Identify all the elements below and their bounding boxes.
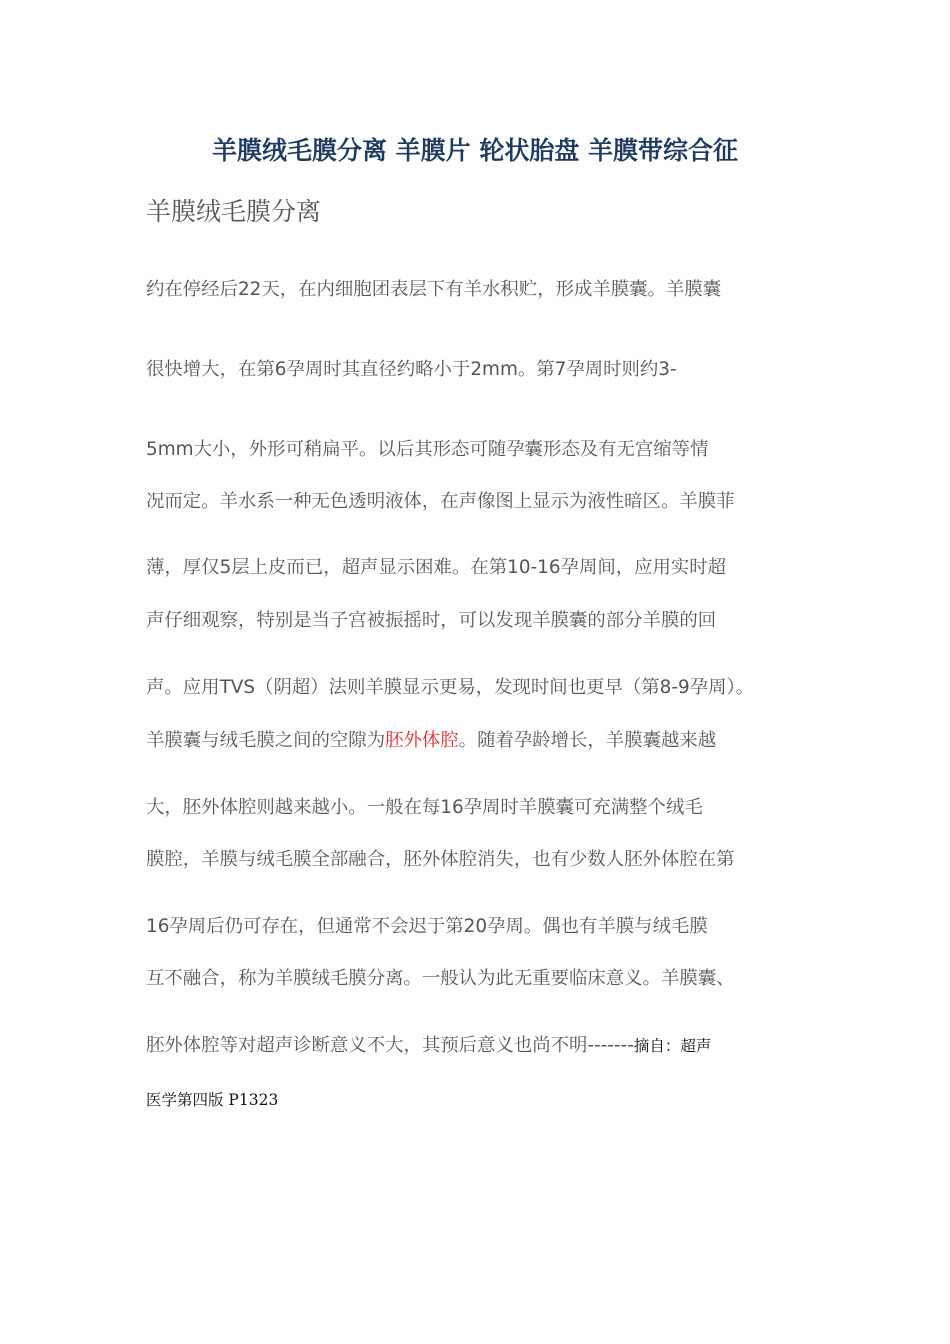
line-text: 胚外体腔等对超声诊断意义不大，其预后意义也尚不明------- xyxy=(146,1035,634,1056)
line-text: 。随着孕龄增长，羊膜囊越来越 xyxy=(458,730,717,751)
highlighted-term: 胚外体腔 xyxy=(385,730,459,751)
paragraph-line: 膜腔，羊膜与绒毛膜全部融合，胚外体腔消失，也有少数人胚外体腔在第 xyxy=(146,849,735,870)
paragraph-line: 很快增大，在第6孕周时其直径约略小于2mm。第7孕周时则约3- xyxy=(146,359,677,380)
source-citation: 摘自：超声 xyxy=(633,1037,712,1055)
paragraph-line: 声。应用TVS（阴超）法则羊膜显示更易，发现时间也更早（第8-9孕周）。 xyxy=(146,677,755,698)
paragraph-line: 薄，厚仅5层上皮而已，超声显示困难。在第10-16孕周间，应用实时超 xyxy=(146,557,727,578)
paragraph-line: 大，胚外体腔则越来越小。一般在每16孕周时羊膜囊可充满整个绒毛 xyxy=(146,797,703,818)
paragraph-line: 约在停经后22天，在内细胞团表层下有羊水积贮，形成羊膜囊。羊膜囊 xyxy=(146,279,722,300)
section-heading: 羊膜绒毛膜分离 xyxy=(146,197,322,226)
paragraph-line: 况而定。羊水系一种无色透明液体，在声像图上显示为液性暗区。羊膜菲 xyxy=(146,491,735,512)
paragraph-line: 16孕周后仍可存在，但通常不会迟于第20孕周。偶也有羊膜与绒毛膜 xyxy=(146,916,708,937)
document-title: 羊膜绒毛膜分离 羊膜片 轮状胎盘 羊膜带综合征 xyxy=(211,136,739,165)
paragraph-line: 声仔细观察，特别是当子宫被振摇时，可以发现羊膜囊的部分羊膜的回 xyxy=(146,610,717,631)
paragraph-line-with-term xyxy=(146,728,810,754)
source-citation-cont: 医学第四版 P1323 xyxy=(146,1091,279,1109)
paragraph-line: 互不融合，称为羊膜绒毛膜分离。一般认为此无重要临床意义。羊膜囊、 xyxy=(146,968,735,989)
line-text: 羊膜囊与绒毛膜之间的空隙为 xyxy=(146,730,386,751)
paragraph-line-with-source xyxy=(146,1033,810,1059)
paragraph-line: 5mm大小，外形可稍扁平。以后其形态可随孕囊形态及有无宫缩等情 xyxy=(146,439,709,460)
